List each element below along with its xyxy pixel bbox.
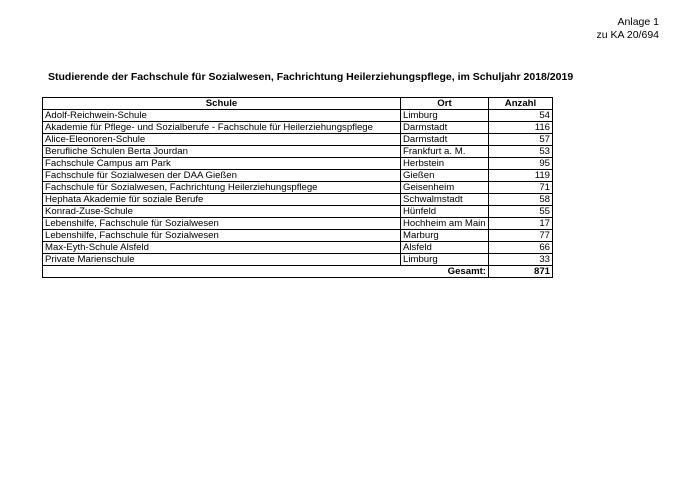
page-title: Studierende der Fachschule für Sozialwesen, Fachrichtung Heilerziehungspflege, im Schuljahr 2018/2019 — [48, 71, 574, 83]
cell-schule: Private Marienschule — [43, 254, 401, 266]
table-row — [43, 242, 553, 254]
table-row — [43, 230, 553, 242]
cell-schule: Lebenshilfe, Fachschule für Sozialwesen — [43, 218, 401, 230]
cell-anzahl: 57 — [489, 134, 553, 146]
cell-schule: Adolf-Reichwein-Schule — [43, 110, 401, 122]
students-table — [42, 97, 553, 278]
table-row — [43, 110, 553, 122]
table-row — [43, 194, 553, 206]
cell-schule: Hephata Akademie für soziale Berufe — [43, 194, 401, 206]
cell-schule: Akademie für Pflege- und Sozialberufe - Fachschule für Heilerziehungspflege — [43, 122, 401, 134]
cell-ort: Gießen — [401, 170, 489, 182]
cell-schule: Fachschule Campus am Park — [43, 158, 401, 170]
cell-schule: Berufliche Schulen Berta Jourdan — [43, 146, 401, 158]
column-header-schule: Schule — [43, 98, 401, 110]
table-row — [43, 170, 553, 182]
cell-ort: Schwalmstadt — [401, 194, 489, 206]
cell-ort: Darmstadt — [401, 134, 489, 146]
cell-schule: Lebenshilfe, Fachschule für Sozialwesen — [43, 230, 401, 242]
cell-anzahl: 95 — [489, 158, 553, 170]
table-row — [43, 134, 553, 146]
cell-ort: Limburg — [401, 254, 489, 266]
table-row — [43, 218, 553, 230]
cell-anzahl: 58 — [489, 194, 553, 206]
cell-schule: Konrad-Zuse-Schule — [43, 206, 401, 218]
cell-schule: Alice-Eleonoren-Schule — [43, 134, 401, 146]
annex-reference-number: zu KA 20/694 — [596, 29, 659, 41]
cell-anzahl: 54 — [489, 110, 553, 122]
cell-ort: Frankfurt a. M. — [401, 146, 489, 158]
cell-anzahl: 55 — [489, 206, 553, 218]
cell-anzahl: 17 — [489, 218, 553, 230]
cell-anzahl: 71 — [489, 182, 553, 194]
cell-anzahl: 119 — [489, 170, 553, 182]
cell-anzahl: 116 — [489, 122, 553, 134]
cell-schule: Fachschule für Sozialwesen der DAA Gießen — [43, 170, 401, 182]
table-row — [43, 122, 553, 134]
total-label: Gesamt: — [401, 266, 489, 278]
cell-ort: Alsfeld — [401, 242, 489, 254]
cell-schule: Max-Eyth-Schule Alsfeld — [43, 242, 401, 254]
cell-ort: Marburg — [401, 230, 489, 242]
cell-ort: Herbstein — [401, 158, 489, 170]
cell-ort: Geisenheim — [401, 182, 489, 194]
cell-anzahl: 33 — [489, 254, 553, 266]
cell-ort: Limburg — [401, 110, 489, 122]
cell-anzahl: 53 — [489, 146, 553, 158]
cell-anzahl: 77 — [489, 230, 553, 242]
cell-ort: Hünfeld — [401, 206, 489, 218]
table-row — [43, 182, 553, 194]
cell-ort: Darmstadt — [401, 122, 489, 134]
annex-reference — [597, 16, 659, 42]
annex-label: Anlage 1 — [617, 16, 659, 28]
table-row — [43, 254, 553, 266]
table-row — [43, 158, 553, 170]
total-row — [43, 266, 553, 278]
total-spacer — [43, 266, 401, 278]
cell-ort: Hochheim am Main — [401, 218, 489, 230]
cell-schule: Fachschule für Sozialwesen, Fachrichtung Heilerziehungspflege — [43, 182, 401, 194]
table-row — [43, 146, 553, 158]
table-header-row — [43, 98, 553, 110]
table-row — [43, 206, 553, 218]
total-value: 871 — [489, 266, 553, 278]
column-header-ort: Ort — [401, 98, 489, 110]
column-header-anzahl: Anzahl — [489, 98, 553, 110]
cell-anzahl: 66 — [489, 242, 553, 254]
